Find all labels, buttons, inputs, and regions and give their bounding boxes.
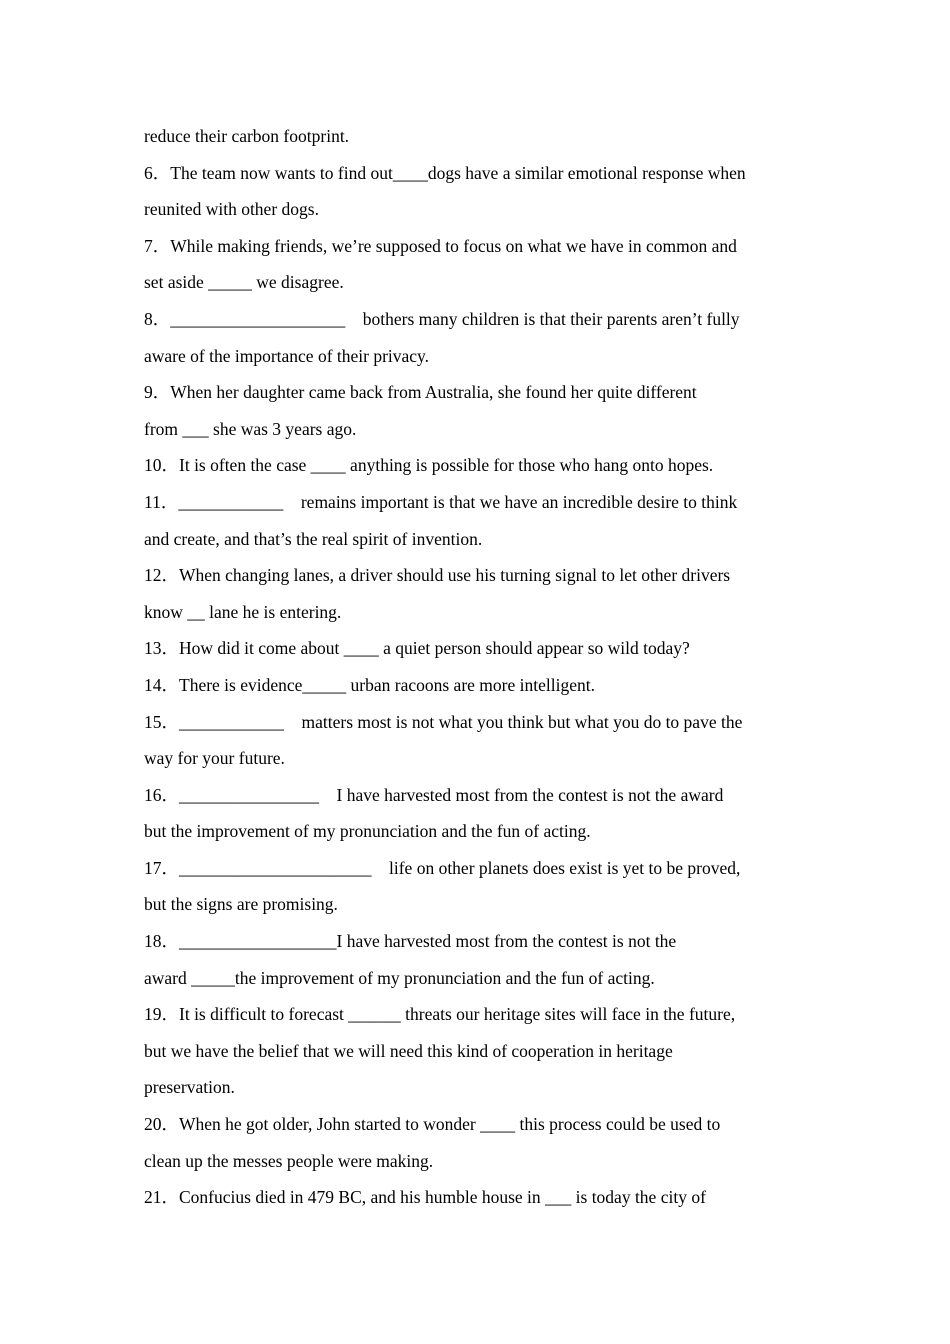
- question-12-cont: know __ lane he is entering.: [144, 601, 342, 622]
- question-9: 9．When her daughter came back from Australia, she found her quite different: [144, 382, 697, 403]
- question-20: 20．When he got older, John started to wonder ____ this process could be used to: [144, 1114, 721, 1135]
- question-6-cont: reunited with other dogs.: [144, 199, 319, 220]
- question-12: 12．When changing lanes, a driver should use his turning signal to let other drivers: [144, 565, 731, 586]
- question-21: 21．Confucius died in 479 BC, and his humble house in ___ is today the city of: [144, 1187, 706, 1208]
- question-7: 7．While making friends, we’re supposed to focus on what we have in common and: [144, 235, 737, 256]
- question-19-cont-2: preservation.: [144, 1077, 235, 1098]
- question-15-cont: way for your future.: [144, 748, 285, 769]
- question-19-cont: but we have the belief that we will need this kind of cooperation in heritage: [144, 1040, 673, 1061]
- question-14: 14．There is evidence_____ urban racoons are more intelligent.: [144, 674, 595, 695]
- question-9-cont: from ___ she was 3 years ago.: [144, 418, 357, 439]
- question-7-cont: set aside _____ we disagree.: [144, 272, 344, 293]
- question-17: 17．______________________ life on other planets does exist is yet to be proved,: [144, 857, 741, 878]
- text-line-q5-cont: reduce their carbon footprint.: [144, 126, 350, 146]
- question-17-cont: but the signs are promising.: [144, 894, 338, 915]
- question-16-cont: but the improvement of my pronunciation and the fun of acting.: [144, 821, 591, 842]
- question-18: 18．__________________I have harvested most from the contest is not the: [144, 931, 677, 952]
- question-10: 10．It is often the case ____ anything is possible for those who hang onto hopes.: [144, 455, 714, 476]
- question-19: 19．It is difficult to forecast ______ threats our heritage sites will face in the future,: [144, 1004, 736, 1025]
- question-13: 13．How did it come about ____ a quiet person should appear so wild today?: [144, 638, 690, 659]
- question-11-cont: and create, and that’s the real spirit of invention.: [144, 528, 483, 549]
- document-body: [144, 118, 809, 1216]
- question-20-cont: clean up the messes people were making.: [144, 1150, 434, 1171]
- question-6: 6．The team now wants to find out____dogs have a similar emotional response when: [144, 162, 746, 183]
- question-8-cont: aware of the importance of their privacy.: [144, 345, 430, 366]
- question-18-cont: award _____the improvement of my pronunciation and the fun of acting.: [144, 967, 655, 988]
- question-15: 15．____________ matters most is not what you think but what you do to pave the: [144, 711, 743, 732]
- question-11: 11．____________ remains important is that we have an incredible desire to think: [144, 491, 738, 512]
- question-8: 8．____________________ bothers many children is that their parents aren’t fully: [144, 308, 740, 329]
- question-16: 16．________________ I have harvested most from the contest is not the award: [144, 784, 724, 805]
